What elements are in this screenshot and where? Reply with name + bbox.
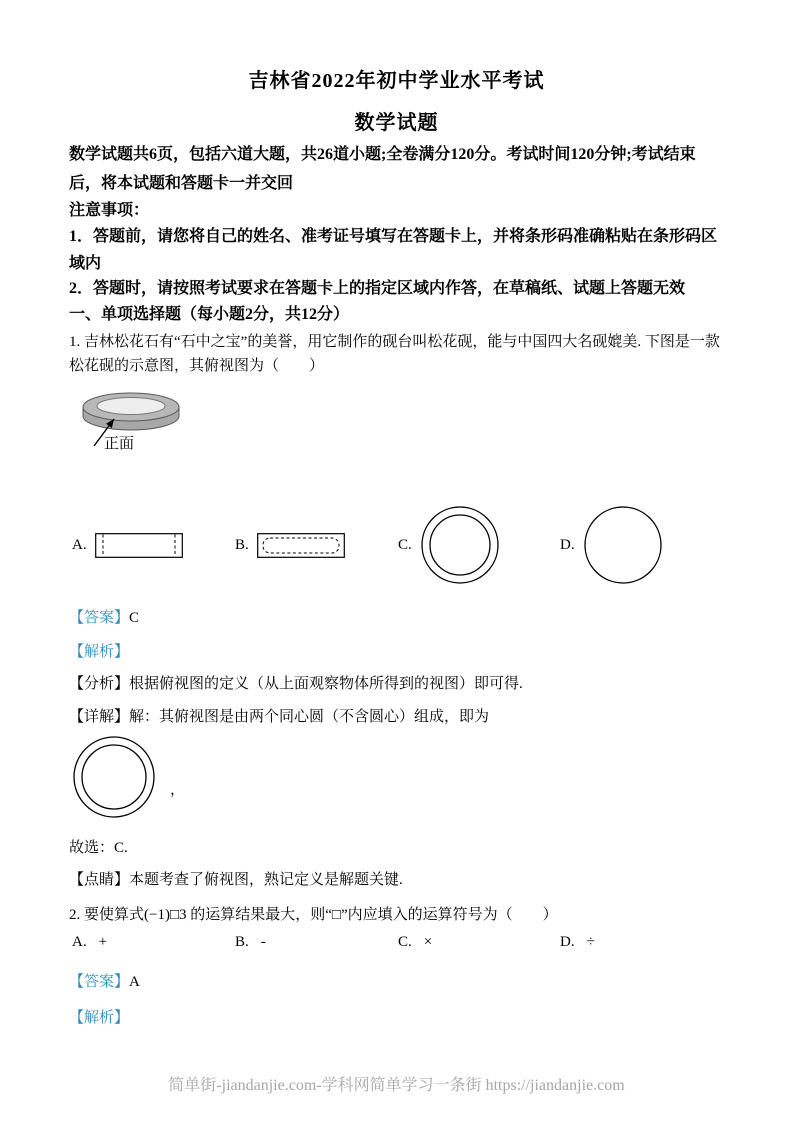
option-c-label: C.	[398, 536, 412, 553]
option-a	[72, 934, 107, 951]
inkstone-figure	[70, 386, 210, 458]
option-b-figure-rect-dashed-inner	[257, 533, 345, 558]
question-1-conclusion: 故选：C.	[69, 840, 128, 856]
question-1-analysis-tag: 【解析】	[69, 644, 130, 660]
question-1-analysis-2: 【详解】解：其俯视图是由两个同心圆（不含圆心）组成，即为	[69, 709, 490, 725]
concentric-circles-figure	[72, 735, 156, 819]
option-a-figure-rect-dashed-ends	[95, 533, 183, 558]
option-b	[235, 934, 266, 951]
answer-tag: 【答案】	[69, 974, 130, 990]
question-1-text: 1. 吉林松花石有“石中之宝”的美誉，用它制作的砚台叫松花砚，能与中国四大名砚媲美. 下图是一款松花砚的示意图，其俯视图为（ ）	[69, 334, 720, 374]
inkstone-drawing	[70, 386, 210, 458]
answer-value: A	[129, 974, 140, 990]
page-title: 吉林省2022年初中学业水平考试	[248, 70, 545, 92]
option-a-label: A.	[72, 536, 87, 553]
option-a	[72, 505, 183, 585]
option-d-figure-circle	[583, 505, 663, 585]
question-2-options	[0, 934, 793, 958]
question-1-answer-line	[69, 606, 725, 627]
option-d-value: ÷	[586, 934, 595, 950]
page-subtitle: 数学试题	[354, 112, 439, 134]
option-a-value: +	[98, 934, 108, 950]
option-a-label: A.	[72, 934, 87, 950]
option-b-label: B.	[235, 536, 249, 553]
question-2-text: 2. 要使算式(−1)□3 的运算结果最大，则“□”内应填入的运算符号为（ ）	[69, 907, 558, 923]
option-d-label: D.	[560, 536, 575, 553]
question-1-options	[0, 505, 793, 585]
question-2-analysis-tag: 【解析】	[69, 1010, 130, 1026]
section-1-heading: 一、单项选择题（每小题2分，共12分）	[69, 306, 350, 323]
option-b	[235, 505, 345, 585]
question-2-answer-line	[69, 970, 725, 991]
question-1-analysis-1: 【分析】根据俯视图的定义（从上面观察物体所得到的视图）即可得.	[69, 676, 523, 692]
note-1: 1．答题前，请您将自己的姓名、准考证号填写在答题卡上，并将条形码准确粘贴在条形码区域内	[69, 228, 718, 272]
option-c	[398, 505, 500, 585]
option-d	[560, 505, 663, 585]
inkstone-front-label: 正面	[104, 436, 135, 452]
solution-figure	[72, 733, 185, 819]
option-d	[560, 934, 595, 951]
option-c	[398, 934, 432, 951]
figure-comma: ，	[170, 782, 186, 798]
note-2: 2．答题时，请按照考试要求在答题卡上的指定区域内作答，在草稿纸、试题上答题无效	[69, 280, 686, 297]
option-c-figure-concentric-circles	[420, 505, 500, 585]
option-b-value: -	[260, 934, 266, 950]
notes-heading: 注意事项：	[69, 202, 150, 219]
exam-intro: 数学试题共6页，包括六道大题，共26道小题;全卷满分120分。考试时间120分钟;考试结束后，将本试题和答题卡一并交回	[69, 146, 696, 192]
option-c-value: ×	[423, 934, 433, 950]
option-c-label: C.	[398, 934, 412, 950]
option-d-label: D.	[560, 934, 575, 950]
option-b-label: B.	[235, 934, 249, 950]
answer-tag: 【答案】	[69, 610, 130, 626]
watermark-footer: 简单街-jiandanjie.com-学科网简单学习一条街 https://jiandanjie.com	[168, 1077, 625, 1094]
question-1-note: 【点睛】本题考查了俯视图，熟记定义是解题关键.	[69, 872, 403, 888]
answer-value: C	[129, 610, 140, 626]
